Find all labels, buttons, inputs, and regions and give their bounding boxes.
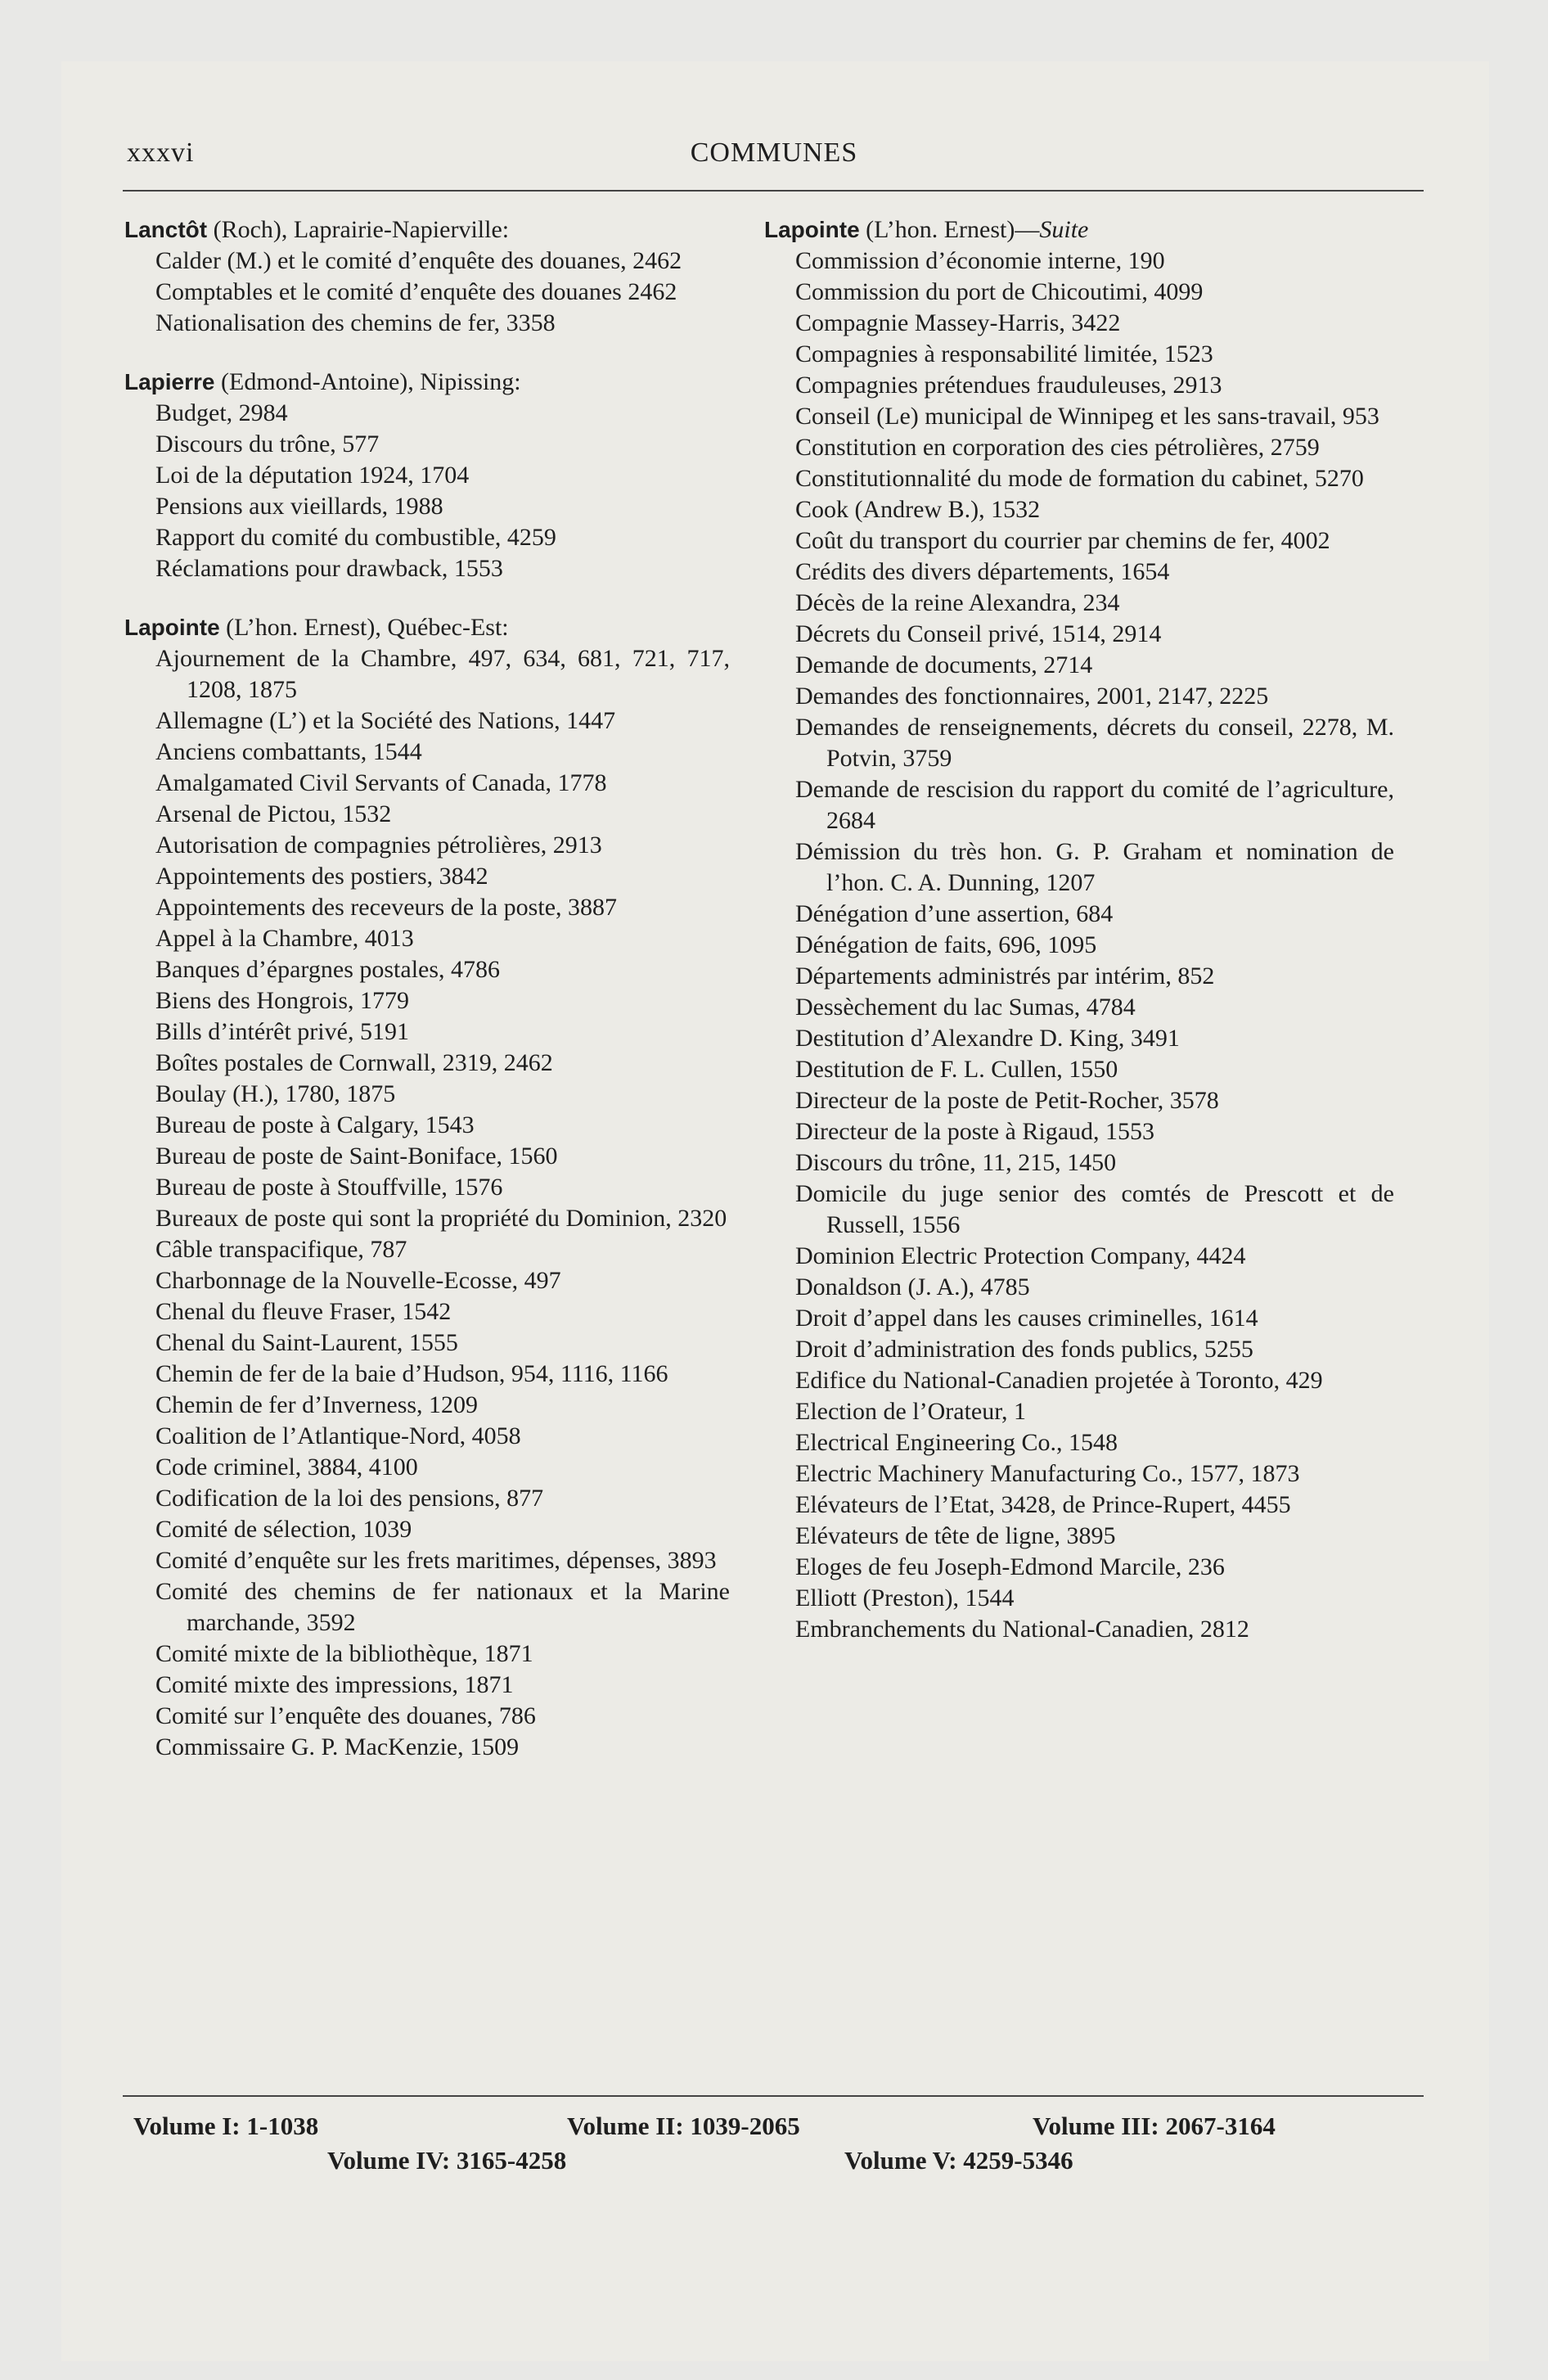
member-constituency: (L’hon. Ernest)— bbox=[859, 216, 1040, 243]
index-entry: Election de l’Orateur, 1 bbox=[795, 1398, 1027, 1425]
volume-5-range: Volume V: 4259-5346 bbox=[844, 2146, 1073, 2175]
index-entry: Comité mixte des impressions, 1871 bbox=[155, 1671, 514, 1698]
index-entry: Coalition de l’Atlantique-Nord, 4058 bbox=[155, 1422, 521, 1449]
volume-3-range: Volume III: 2067-3164 bbox=[1033, 2112, 1276, 2140]
index-entry: Cook (Andrew B.), 1532 bbox=[795, 496, 1041, 523]
section-heading bbox=[124, 612, 730, 643]
index-section bbox=[764, 214, 1394, 1645]
index-entry: Destitution d’Alexandre D. King, 3491 bbox=[795, 1025, 1180, 1052]
index-entry: Directeur de la poste à Rigaud, 1553 bbox=[795, 1118, 1155, 1145]
index-entry: Comité sur l’enquête des douanes, 786 bbox=[155, 1702, 536, 1729]
index-entry: Constitution en corporation des cies pétrolières, 2759 bbox=[795, 434, 1320, 461]
member-constituency: (L’hon. Ernest), Québec-Est: bbox=[219, 614, 509, 641]
index-entry: Commission d’économie interne, 190 bbox=[795, 247, 1165, 274]
index-entry: Embranchements du National-Canadien, 2812 bbox=[795, 1616, 1249, 1643]
index-entry: Comptables et le comité d’enquête des douanes 2462 bbox=[155, 278, 677, 305]
page-title: COMMUNES bbox=[690, 137, 858, 168]
index-entry: Nationalisation des chemins de fer, 3358 bbox=[155, 309, 556, 336]
index-entry: Conseil (Le) municipal de Winnipeg et les sans-travail, 953 bbox=[795, 403, 1379, 430]
section-heading bbox=[124, 367, 730, 398]
index-entry: Boîtes postales de Cornwall, 2319, 2462 bbox=[155, 1049, 553, 1076]
member-name: Lapointe bbox=[764, 217, 860, 242]
index-entry: Chemin de fer de la baie d’Hudson, 954, 1116, 1166 bbox=[155, 1360, 668, 1387]
volume-2-range: Volume II: 1039-2065 bbox=[567, 2112, 800, 2140]
index-entry: Loi de la députation 1924, 1704 bbox=[155, 462, 470, 489]
index-entry: Comité mixte de la bibliothèque, 1871 bbox=[155, 1640, 533, 1667]
index-entry: Amalgamated Civil Servants of Canada, 1778 bbox=[155, 769, 607, 796]
volume-4-range: Volume IV: 3165-4258 bbox=[327, 2146, 567, 2175]
index-entry: Coût du transport du courrier par chemins de fer, 4002 bbox=[795, 527, 1330, 554]
index-entry: Elévateurs de tête de ligne, 3895 bbox=[795, 1522, 1116, 1549]
header-rule bbox=[123, 190, 1424, 192]
index-section bbox=[124, 367, 730, 584]
index-entry: Chemin de fer d’Inverness, 1209 bbox=[155, 1391, 479, 1418]
index-entry: Compagnie Massey-Harris, 3422 bbox=[795, 309, 1121, 336]
left-column bbox=[124, 214, 730, 1763]
index-entry: Edifice du National-Canadien projetée à Toronto, 429 bbox=[795, 1367, 1323, 1394]
member-name: Lapierre bbox=[124, 369, 215, 394]
index-entry: Rapport du comité du combustible, 4259 bbox=[155, 524, 556, 551]
index-entry: Dessèchement du lac Sumas, 4784 bbox=[795, 994, 1136, 1021]
entry-list bbox=[124, 398, 730, 584]
footer-rule bbox=[123, 2095, 1424, 2097]
member-constituency: (Edmond-Antoine), Nipissing: bbox=[214, 368, 521, 395]
index-entry: Réclamations pour drawback, 1553 bbox=[155, 555, 503, 582]
index-entry: Démission du très hon. G. P. Graham et nomination de l’hon. C. A. Dunning, 1207 bbox=[795, 838, 1394, 896]
index-entry: Banques d’épargnes postales, 4786 bbox=[155, 956, 501, 983]
index-entry: Dominion Electric Protection Company, 4424 bbox=[795, 1242, 1246, 1269]
index-entry: Elliott (Preston), 1544 bbox=[795, 1584, 1015, 1611]
index-entry: Ajournement de la Chambre, 497, 634, 681, 721, 717, 1208, 1875 bbox=[155, 645, 730, 703]
volume-1-range: Volume I: 1-1038 bbox=[133, 2112, 319, 2140]
index-entry: Bureau de poste à Calgary, 1543 bbox=[155, 1111, 475, 1138]
index-entry: Comité de sélection, 1039 bbox=[155, 1516, 412, 1543]
index-entry: Elévateurs de l’Etat, 3428, de Prince-Rupert, 4455 bbox=[795, 1491, 1291, 1518]
section-heading bbox=[124, 214, 730, 246]
right-column bbox=[764, 214, 1394, 1645]
entry-list bbox=[124, 643, 730, 1763]
index-entry: Codification de la loi des pensions, 877 bbox=[155, 1485, 544, 1512]
index-entry: Eloges de feu Joseph-Edmond Marcile, 236 bbox=[795, 1553, 1225, 1580]
index-entry: Destitution de F. L. Cullen, 1550 bbox=[795, 1056, 1118, 1083]
index-entry: Code criminel, 3884, 4100 bbox=[155, 1454, 418, 1481]
index-entry: Discours du trône, 11, 215, 1450 bbox=[795, 1149, 1117, 1176]
continuation-label: Suite bbox=[1039, 216, 1089, 243]
index-entry: Départements administrés par intérim, 852 bbox=[795, 962, 1215, 989]
index-entry: Autorisation de compagnies pétrolières, 2913 bbox=[155, 832, 602, 859]
index-entry: Demandes des fonctionnaires, 2001, 2147, 2225 bbox=[795, 683, 1269, 710]
index-entry: Pensions aux vieillards, 1988 bbox=[155, 493, 443, 520]
index-entry: Bureau de poste à Stouffville, 1576 bbox=[155, 1174, 503, 1201]
index-entry: Appel à la Chambre, 4013 bbox=[155, 925, 414, 952]
index-entry: Calder (M.) et le comité d’enquête des douanes, 2462 bbox=[155, 247, 682, 274]
index-entry: Arsenal de Pictou, 1532 bbox=[155, 800, 392, 827]
index-entry: Compagnies prétendues frauduleuses, 2913 bbox=[795, 372, 1222, 399]
section-gap bbox=[124, 584, 730, 612]
index-section bbox=[124, 612, 730, 1763]
index-entry: Appointements des receveurs de la poste, 3887 bbox=[155, 894, 618, 921]
index-entry: Discours du trône, 577 bbox=[155, 430, 380, 458]
index-entry: Charbonnage de la Nouvelle-Ecosse, 497 bbox=[155, 1267, 561, 1294]
index-entry: Dénégation d’une assertion, 684 bbox=[795, 900, 1114, 927]
index-entry: Décès de la reine Alexandra, 234 bbox=[795, 589, 1120, 616]
index-entry: Constitutionnalité du mode de formation du cabinet, 5270 bbox=[795, 465, 1364, 492]
index-entry: Bureau de poste de Saint-Boniface, 1560 bbox=[155, 1143, 558, 1170]
index-entry: Décrets du Conseil privé, 1514, 2914 bbox=[795, 620, 1162, 647]
index-section bbox=[124, 214, 730, 339]
member-name: Lapointe bbox=[124, 615, 220, 640]
index-entry: Commission du port de Chicoutimi, 4099 bbox=[795, 278, 1204, 305]
index-entry: Electrical Engineering Co., 1548 bbox=[795, 1429, 1118, 1456]
entry-list bbox=[764, 246, 1394, 1645]
index-entry: Demande de rescision du rapport du comité de l’agriculture, 2684 bbox=[795, 776, 1394, 834]
section-heading bbox=[764, 214, 1394, 246]
index-entry: Dénégation de faits, 696, 1095 bbox=[795, 931, 1097, 958]
index-entry: Donaldson (J. A.), 4785 bbox=[795, 1273, 1030, 1300]
index-entry: Domicile du juge senior des comtés de Prescott et de Russell, 1556 bbox=[795, 1180, 1394, 1238]
index-entry: Commissaire G. P. MacKenzie, 1509 bbox=[155, 1733, 520, 1760]
index-entry: Chenal du Saint-Laurent, 1555 bbox=[155, 1329, 458, 1356]
member-constituency: (Roch), Laprairie-Napierville: bbox=[207, 216, 510, 243]
index-entry: Droit d’administration des fonds publics, 5255 bbox=[795, 1336, 1253, 1363]
entry-list bbox=[124, 246, 730, 339]
index-entry: Electric Machinery Manufacturing Co., 1577, 1873 bbox=[795, 1460, 1300, 1487]
index-entry: Câble transpacifique, 787 bbox=[155, 1236, 407, 1263]
section-gap bbox=[124, 339, 730, 367]
index-entry: Demande de documents, 2714 bbox=[795, 651, 1093, 678]
page-number: xxxvi bbox=[127, 137, 195, 168]
index-entry: Bureaux de poste qui sont la propriété du Dominion, 2320 bbox=[155, 1205, 727, 1232]
index-entry: Droit d’appel dans les causes criminelles, 1614 bbox=[795, 1305, 1258, 1332]
index-entry: Directeur de la poste de Petit-Rocher, 3578 bbox=[795, 1087, 1219, 1114]
index-entry: Comité des chemins de fer nationaux et la Marine marchande, 3592 bbox=[155, 1578, 730, 1636]
index-entry: Comité d’enquête sur les frets maritimes, dépenses, 3893 bbox=[155, 1547, 717, 1574]
index-entry: Bills d’intérêt privé, 5191 bbox=[155, 1018, 409, 1045]
index-entry: Chenal du fleuve Fraser, 1542 bbox=[155, 1298, 452, 1325]
index-entry: Boulay (H.), 1780, 1875 bbox=[155, 1080, 396, 1107]
index-entry: Crédits des divers départements, 1654 bbox=[795, 558, 1170, 585]
index-entry: Demandes de renseignements, décrets du conseil, 2278, M. Potvin, 3759 bbox=[795, 714, 1394, 772]
member-name: Lanctôt bbox=[124, 217, 208, 242]
index-entry: Anciens combattants, 1544 bbox=[155, 738, 422, 765]
index-entry: Compagnies à responsabilité limitée, 1523 bbox=[795, 340, 1213, 367]
index-entry: Appointements des postiers, 3842 bbox=[155, 863, 488, 890]
index-entry: Biens des Hongrois, 1779 bbox=[155, 987, 409, 1014]
index-entry: Budget, 2984 bbox=[155, 399, 288, 426]
index-entry: Allemagne (L’) et la Société des Nations, 1447 bbox=[155, 707, 616, 734]
